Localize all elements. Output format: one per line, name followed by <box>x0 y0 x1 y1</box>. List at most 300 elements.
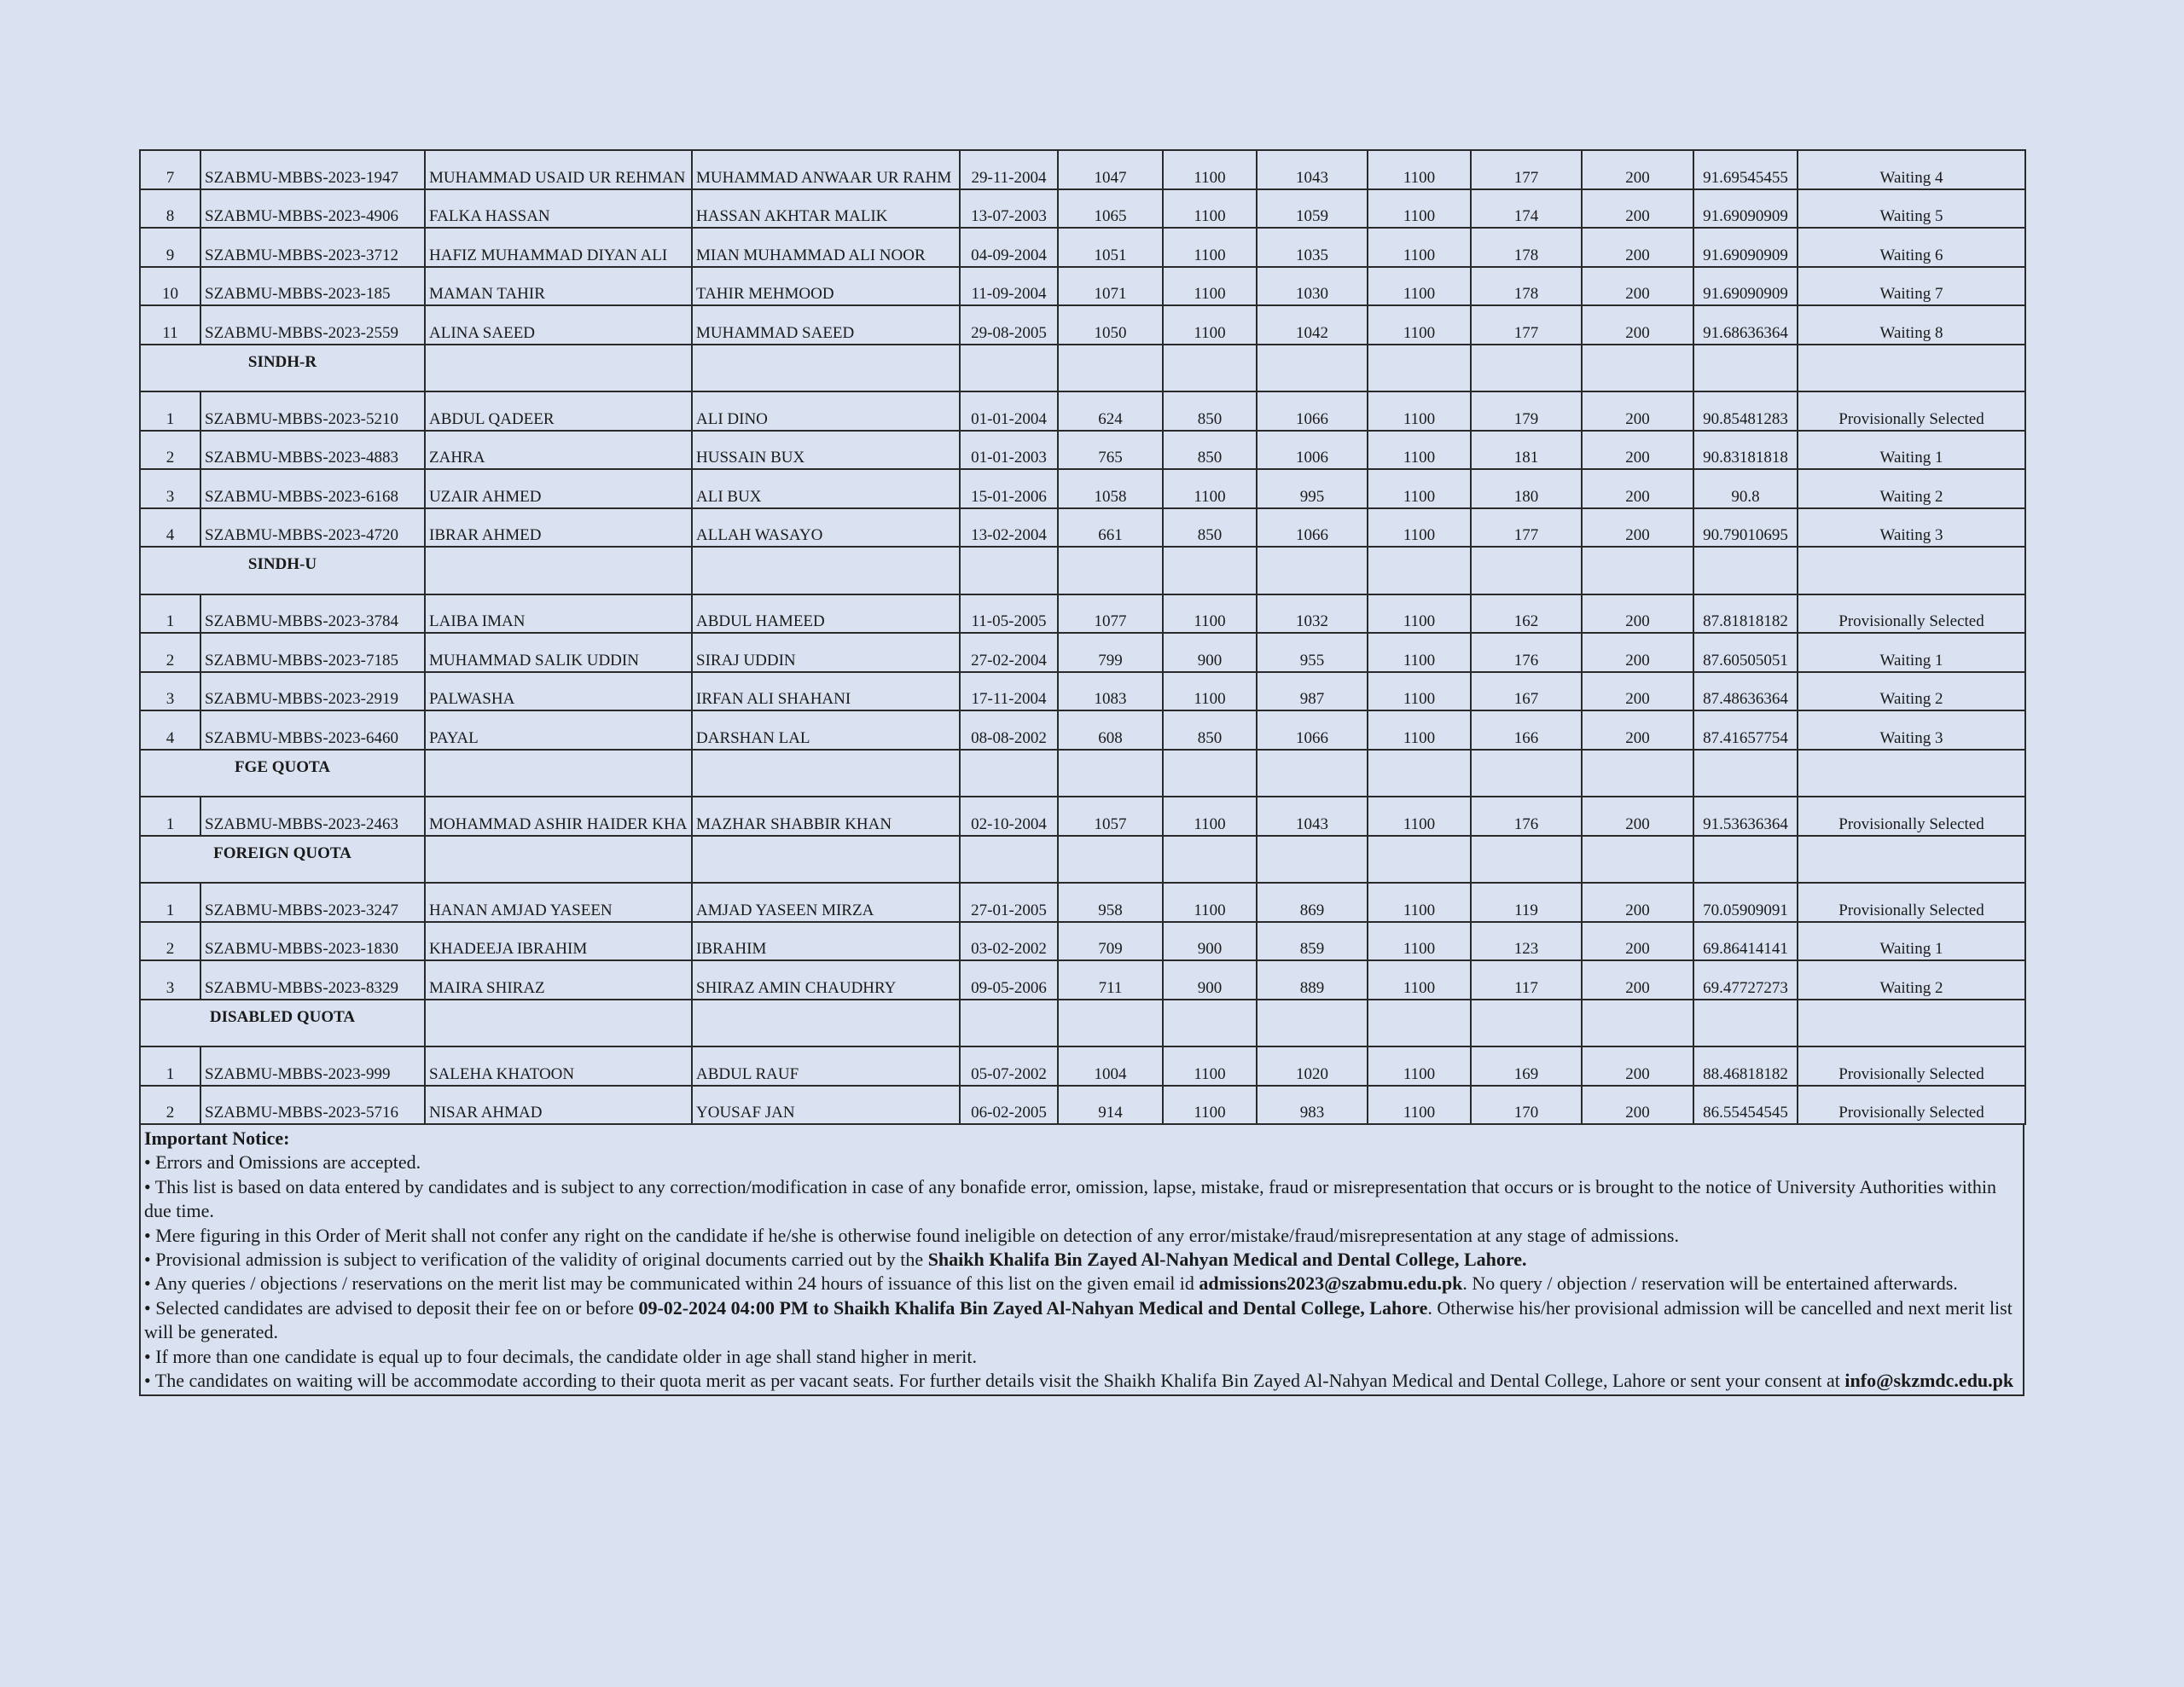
fsc-obtained-cell <box>1257 672 1368 711</box>
serial-number-text: 3 <box>166 978 175 997</box>
date-of-birth-text: 11-09-2004 <box>971 285 1047 304</box>
empty-cell <box>692 750 960 797</box>
father-name-text: SIRAJ UDDIN <box>696 651 796 670</box>
empty-cell <box>692 547 960 594</box>
fsc-total-cell <box>1368 469 1471 508</box>
candidate-name-cell <box>425 883 692 922</box>
mdcat-total-text: 200 <box>1625 651 1650 670</box>
aggregate-text: 91.68636364 <box>1703 323 1788 342</box>
status-cell <box>1798 150 2025 189</box>
matric-obtained-cell <box>1058 431 1163 470</box>
candidate-id-text: SZABMU-MBBS-2023-8329 <box>205 978 398 997</box>
quota-section-row <box>140 1000 2025 1047</box>
mdcat-total-cell <box>1582 508 1693 548</box>
fsc-obtained-text: 1066 <box>1296 728 1328 747</box>
fsc-total-text: 1100 <box>1403 901 1436 919</box>
empty-cell <box>1693 547 1798 594</box>
mdcat-obtained-cell <box>1471 672 1582 711</box>
notice-item <box>144 1248 2023 1272</box>
fsc-obtained-text: 1006 <box>1296 449 1328 467</box>
serial-number-text: 1 <box>166 815 175 833</box>
empty-cell <box>960 547 1058 594</box>
mdcat-obtained-text: 162 <box>1513 612 1539 631</box>
matric-obtained-cell <box>1058 267 1163 306</box>
fsc-obtained-text: 1043 <box>1296 168 1328 187</box>
candidate-name-cell <box>425 305 692 345</box>
table-row <box>140 710 2025 750</box>
candidate-name-cell <box>425 391 692 431</box>
candidate-id-text: SZABMU-MBBS-2023-3784 <box>205 612 398 631</box>
status-cell <box>1798 922 2025 961</box>
matric-obtained-cell <box>1058 797 1163 836</box>
quota-section-row <box>140 750 2025 797</box>
father-name-text: MIAN MUHAMMAD ALI NOOR <box>696 246 926 264</box>
status-cell <box>1798 508 2025 548</box>
matric-obtained-text: 661 <box>1098 526 1123 545</box>
serial-number-text: 9 <box>166 246 175 264</box>
matric-obtained-text: 1051 <box>1094 246 1127 264</box>
father-name-text: TAHIR MEHMOOD <box>696 285 834 304</box>
fsc-total-text: 1100 <box>1403 487 1436 506</box>
notice-text: • Errors and Omissions are accepted. <box>144 1151 421 1174</box>
status-text: Waiting 4 <box>1879 168 1943 187</box>
aggregate-text: 87.60505051 <box>1703 651 1788 670</box>
empty-cell <box>425 836 692 884</box>
date-of-birth-cell <box>960 883 1058 922</box>
merit-list-table <box>139 149 2026 1125</box>
mdcat-total-cell <box>1582 189 1693 229</box>
father-name-text: MAZHAR SHABBIR KHAN <box>696 815 892 833</box>
aggregate-cell <box>1693 633 1798 672</box>
empty-cell <box>960 750 1058 797</box>
notice-text: • Any queries / objections / reservations on the merit list may be communicated within 24 hours of issuance of this list on the given email id <box>144 1272 1199 1295</box>
status-text: Provisionally Selected <box>1838 901 1984 919</box>
mdcat-total-cell <box>1582 305 1693 345</box>
mdcat-total-text: 200 <box>1625 1104 1650 1122</box>
candidate-name-cell <box>425 1086 692 1125</box>
status-text: Provisionally Selected <box>1838 1104 1984 1122</box>
empty-cell <box>1257 547 1368 594</box>
fsc-total-cell <box>1368 594 1471 634</box>
matric-total-cell <box>1163 267 1257 306</box>
table-row <box>140 1046 2025 1086</box>
father-name-text: MUHAMMAD SAEED <box>696 323 855 342</box>
fsc-total-text: 1100 <box>1403 978 1436 997</box>
fsc-obtained-text: 983 <box>1299 1104 1325 1122</box>
empty-cell <box>1798 547 2025 594</box>
date-of-birth-text: 06-02-2005 <box>971 1104 1047 1122</box>
date-of-birth-text: 29-11-2004 <box>971 168 1047 187</box>
father-name-text: SHIRAZ AMIN CHAUDHRY <box>696 978 897 997</box>
merit-list-page <box>139 149 2024 1396</box>
serial-number-cell <box>140 508 200 548</box>
fsc-obtained-text: 987 <box>1299 690 1325 709</box>
aggregate-text: 91.69090909 <box>1703 285 1788 304</box>
father-name-text: ABDUL HAMEED <box>696 612 825 631</box>
matric-total-cell <box>1163 469 1257 508</box>
aggregate-text: 90.79010695 <box>1703 526 1788 545</box>
father-name-cell <box>692 189 960 229</box>
aggregate-cell <box>1693 431 1798 470</box>
serial-number-cell <box>140 594 200 634</box>
fsc-total-cell <box>1368 228 1471 267</box>
mdcat-total-cell <box>1582 672 1693 711</box>
candidate-id-cell <box>200 594 425 634</box>
mdcat-obtained-cell <box>1471 431 1582 470</box>
aggregate-cell <box>1693 469 1798 508</box>
mdcat-total-text: 200 <box>1625 612 1650 631</box>
status-cell <box>1798 672 2025 711</box>
mdcat-obtained-text: 179 <box>1513 409 1539 428</box>
mdcat-total-cell <box>1582 883 1693 922</box>
date-of-birth-cell <box>960 469 1058 508</box>
date-of-birth-cell <box>960 228 1058 267</box>
father-name-cell <box>692 710 960 750</box>
status-cell <box>1798 431 2025 470</box>
aggregate-text: 86.55454545 <box>1703 1104 1788 1122</box>
empty-cell <box>1163 345 1257 392</box>
notice-emphasis: admissions2023@szabmu.edu.pk <box>1199 1272 1463 1295</box>
aggregate-text: 90.85481283 <box>1703 409 1788 428</box>
empty-cell <box>1163 836 1257 884</box>
aggregate-cell <box>1693 797 1798 836</box>
candidate-id-cell <box>200 431 425 470</box>
date-of-birth-text: 17-11-2004 <box>971 690 1047 709</box>
father-name-cell <box>692 672 960 711</box>
aggregate-text: 91.69090909 <box>1703 246 1788 264</box>
matric-total-cell <box>1163 1046 1257 1086</box>
table-row <box>140 797 2025 836</box>
serial-number-cell <box>140 305 200 345</box>
notice-text: . No query / objection / reservation will be entertained afterwards. <box>1462 1272 1958 1295</box>
aggregate-text: 70.05909091 <box>1703 901 1788 919</box>
candidate-id-cell <box>200 150 425 189</box>
matric-obtained-text: 958 <box>1098 901 1123 919</box>
table-row <box>140 633 2025 672</box>
serial-number-cell <box>140 391 200 431</box>
matric-obtained-text: 608 <box>1098 728 1123 747</box>
empty-cell <box>1693 345 1798 392</box>
fsc-total-cell <box>1368 883 1471 922</box>
aggregate-text: 87.81818182 <box>1703 612 1788 631</box>
notice-item <box>144 1224 2023 1248</box>
candidate-name-cell <box>425 672 692 711</box>
status-cell <box>1798 228 2025 267</box>
father-name-cell <box>692 228 960 267</box>
matric-total-cell <box>1163 594 1257 634</box>
matric-obtained-text: 765 <box>1098 449 1123 467</box>
candidate-id-cell <box>200 391 425 431</box>
mdcat-obtained-cell <box>1471 960 1582 1000</box>
fsc-total-cell <box>1368 391 1471 431</box>
mdcat-total-text: 200 <box>1625 815 1650 833</box>
date-of-birth-cell <box>960 960 1058 1000</box>
father-name-cell <box>692 633 960 672</box>
serial-number-cell <box>140 1086 200 1125</box>
serial-number-cell <box>140 672 200 711</box>
candidate-name-text: SALEHA KHATOON <box>429 1064 575 1083</box>
matric-total-text: 900 <box>1197 651 1223 670</box>
fsc-total-text: 1100 <box>1403 323 1436 342</box>
status-text: Waiting 2 <box>1879 487 1943 506</box>
mdcat-total-text: 200 <box>1625 409 1650 428</box>
matric-total-text: 1100 <box>1194 285 1226 304</box>
candidate-id-cell <box>200 189 425 229</box>
father-name-text: IBRAHIM <box>696 940 767 959</box>
serial-number-cell <box>140 960 200 1000</box>
quota-section-title: SINDH-U <box>140 547 425 594</box>
status-text: Waiting 8 <box>1879 323 1943 342</box>
date-of-birth-cell <box>960 305 1058 345</box>
fsc-total-text: 1100 <box>1403 285 1436 304</box>
candidate-name-cell <box>425 960 692 1000</box>
notice-items <box>144 1151 2023 1393</box>
empty-cell <box>692 836 960 884</box>
fsc-obtained-cell <box>1257 1046 1368 1086</box>
matric-total-text: 1100 <box>1194 815 1226 833</box>
date-of-birth-cell <box>960 508 1058 548</box>
matric-total-cell <box>1163 710 1257 750</box>
matric-total-text: 1100 <box>1194 207 1226 226</box>
fsc-obtained-cell <box>1257 710 1368 750</box>
table-row <box>140 228 2025 267</box>
candidate-id-cell <box>200 672 425 711</box>
father-name-cell <box>692 150 960 189</box>
mdcat-obtained-cell <box>1471 228 1582 267</box>
matric-obtained-cell <box>1058 1046 1163 1086</box>
table-row <box>140 960 2025 1000</box>
mdcat-total-text: 200 <box>1625 449 1650 467</box>
status-cell <box>1798 391 2025 431</box>
table-row <box>140 469 2025 508</box>
candidate-id-cell <box>200 960 425 1000</box>
matric-obtained-text: 1071 <box>1094 285 1127 304</box>
candidate-id-text: SZABMU-MBBS-2023-2559 <box>205 323 398 342</box>
empty-cell <box>1368 750 1471 797</box>
date-of-birth-text: 04-09-2004 <box>971 246 1047 264</box>
fsc-total-cell <box>1368 1086 1471 1125</box>
matric-obtained-cell <box>1058 189 1163 229</box>
matric-obtained-text: 1058 <box>1094 487 1127 506</box>
aggregate-cell <box>1693 710 1798 750</box>
table-row <box>140 150 2025 189</box>
fsc-total-text: 1100 <box>1403 449 1436 467</box>
serial-number-text: 10 <box>162 285 178 304</box>
fsc-obtained-cell <box>1257 431 1368 470</box>
serial-number-text: 8 <box>166 207 175 226</box>
fsc-obtained-text: 1043 <box>1296 815 1328 833</box>
empty-cell <box>1582 836 1693 884</box>
matric-total-text: 1100 <box>1194 487 1226 506</box>
mdcat-total-cell <box>1582 469 1693 508</box>
matric-obtained-cell <box>1058 633 1163 672</box>
candidate-name-text: MUHAMMAD USAID UR REHMAN <box>429 168 686 187</box>
mdcat-total-cell <box>1582 150 1693 189</box>
fsc-total-cell <box>1368 305 1471 345</box>
table-row <box>140 883 2025 922</box>
serial-number-text: 1 <box>166 612 175 631</box>
fsc-obtained-cell <box>1257 305 1368 345</box>
fsc-obtained-text: 955 <box>1299 651 1325 670</box>
candidate-name-cell <box>425 797 692 836</box>
father-name-text: ALLAH WASAYO <box>696 526 823 545</box>
candidate-name-text: HAFIZ MUHAMMAD DIYAN ALI <box>429 246 668 264</box>
status-cell <box>1798 1086 2025 1125</box>
status-cell <box>1798 710 2025 750</box>
aggregate-cell <box>1693 305 1798 345</box>
mdcat-obtained-text: 167 <box>1513 690 1539 709</box>
mdcat-obtained-cell <box>1471 189 1582 229</box>
matric-total-text: 850 <box>1197 449 1223 467</box>
fsc-total-cell <box>1368 633 1471 672</box>
aggregate-text: 87.41657754 <box>1703 728 1788 747</box>
fsc-obtained-text: 1066 <box>1296 409 1328 428</box>
mdcat-total-cell <box>1582 922 1693 961</box>
serial-number-text: 2 <box>166 651 175 670</box>
status-cell <box>1798 267 2025 306</box>
fsc-total-text: 1100 <box>1403 526 1436 545</box>
status-text: Waiting 2 <box>1879 978 1943 997</box>
serial-number-text: 2 <box>166 940 175 959</box>
candidate-id-cell <box>200 883 425 922</box>
fsc-total-text: 1100 <box>1403 409 1436 428</box>
empty-cell <box>1368 345 1471 392</box>
aggregate-cell <box>1693 1086 1798 1125</box>
fsc-obtained-text: 889 <box>1299 978 1325 997</box>
serial-number-text: 3 <box>166 690 175 709</box>
candidate-id-text: SZABMU-MBBS-2023-1830 <box>205 940 398 959</box>
matric-obtained-cell <box>1058 305 1163 345</box>
matric-total-cell <box>1163 150 1257 189</box>
fsc-obtained-cell <box>1257 883 1368 922</box>
empty-cell <box>1582 1000 1693 1047</box>
father-name-text: HASSAN AKHTAR MALIK <box>696 207 888 226</box>
father-name-text: ALI BUX <box>696 487 762 506</box>
quota-section-title: FOREIGN QUOTA <box>140 836 425 884</box>
fsc-total-cell <box>1368 431 1471 470</box>
candidate-name-text: KHADEEJA IBRAHIM <box>429 940 588 959</box>
candidate-name-cell <box>425 228 692 267</box>
mdcat-obtained-cell <box>1471 469 1582 508</box>
candidate-name-cell <box>425 922 692 961</box>
fsc-obtained-text: 1035 <box>1296 246 1328 264</box>
notice-emphasis: info@skzmdc.edu.pk <box>1844 1370 2014 1392</box>
status-text: Waiting 1 <box>1879 651 1943 670</box>
candidate-id-text: SZABMU-MBBS-2023-3712 <box>205 246 398 264</box>
matric-obtained-cell <box>1058 1086 1163 1125</box>
matric-obtained-text: 709 <box>1098 940 1123 959</box>
fsc-total-cell <box>1368 508 1471 548</box>
date-of-birth-text: 02-10-2004 <box>971 815 1047 833</box>
empty-cell <box>425 1000 692 1047</box>
candidate-id-text: SZABMU-MBBS-2023-5210 <box>205 409 398 428</box>
status-text: Waiting 5 <box>1879 207 1943 226</box>
father-name-cell <box>692 469 960 508</box>
mdcat-obtained-text: 178 <box>1513 246 1539 264</box>
candidate-name-text: IBRAR AHMED <box>429 526 542 545</box>
empty-cell <box>1058 345 1163 392</box>
mdcat-obtained-cell <box>1471 633 1582 672</box>
father-name-cell <box>692 594 960 634</box>
aggregate-text: 69.47727273 <box>1703 978 1788 997</box>
serial-number-cell <box>140 267 200 306</box>
mdcat-obtained-text: 123 <box>1513 940 1539 959</box>
empty-cell <box>425 345 692 392</box>
matric-total-text: 1100 <box>1194 690 1226 709</box>
fsc-total-text: 1100 <box>1403 728 1436 747</box>
candidate-id-text: SZABMU-MBBS-2023-999 <box>205 1064 391 1083</box>
candidate-id-cell <box>200 305 425 345</box>
candidate-name-cell <box>425 508 692 548</box>
aggregate-cell <box>1693 508 1798 548</box>
aggregate-text: 88.46818182 <box>1703 1064 1788 1083</box>
candidate-name-text: NISAR AHMAD <box>429 1104 543 1122</box>
empty-cell <box>1471 836 1582 884</box>
matric-obtained-text: 799 <box>1098 651 1123 670</box>
mdcat-total-text: 200 <box>1625 690 1650 709</box>
matric-obtained-cell <box>1058 710 1163 750</box>
mdcat-total-text: 200 <box>1625 526 1650 545</box>
matric-total-cell <box>1163 922 1257 961</box>
aggregate-text: 91.53636364 <box>1703 815 1788 833</box>
mdcat-obtained-text: 177 <box>1513 526 1539 545</box>
matric-total-text: 1100 <box>1194 1104 1226 1122</box>
mdcat-total-text: 200 <box>1625 487 1650 506</box>
candidate-name-text: MAMAN TAHIR <box>429 285 545 304</box>
empty-cell <box>1368 836 1471 884</box>
empty-cell <box>1693 750 1798 797</box>
date-of-birth-text: 03-02-2002 <box>971 940 1047 959</box>
serial-number-text: 2 <box>166 449 175 467</box>
fsc-total-text: 1100 <box>1403 940 1436 959</box>
fsc-total-text: 1100 <box>1403 690 1436 709</box>
candidate-name-text: ZAHRA <box>429 449 485 467</box>
date-of-birth-text: 01-01-2004 <box>971 409 1047 428</box>
candidate-name-cell <box>425 150 692 189</box>
notice-text: • Selected candidates are advised to deposit their fee on or before <box>144 1296 639 1319</box>
aggregate-cell <box>1693 594 1798 634</box>
empty-cell <box>1257 836 1368 884</box>
matric-obtained-cell <box>1058 228 1163 267</box>
matric-obtained-text: 1077 <box>1094 612 1127 631</box>
empty-cell <box>1471 547 1582 594</box>
fsc-obtained-cell <box>1257 797 1368 836</box>
empty-cell <box>425 750 692 797</box>
fsc-obtained-cell <box>1257 960 1368 1000</box>
matric-total-cell <box>1163 431 1257 470</box>
mdcat-obtained-text: 169 <box>1513 1064 1539 1083</box>
serial-number-cell <box>140 710 200 750</box>
mdcat-obtained-cell <box>1471 305 1582 345</box>
empty-cell <box>960 1000 1058 1047</box>
table-row <box>140 431 2025 470</box>
notice-title: Important Notice: <box>144 1128 290 1149</box>
status-cell <box>1798 469 2025 508</box>
matric-total-cell <box>1163 672 1257 711</box>
empty-cell <box>1163 1000 1257 1047</box>
serial-number-text: 3 <box>166 487 175 506</box>
mdcat-obtained-cell <box>1471 508 1582 548</box>
matric-total-text: 1100 <box>1194 1064 1226 1083</box>
date-of-birth-text: 08-08-2002 <box>971 728 1047 747</box>
quota-section-row <box>140 547 2025 594</box>
fsc-total-text: 1100 <box>1403 651 1436 670</box>
mdcat-total-cell <box>1582 267 1693 306</box>
candidate-id-cell <box>200 469 425 508</box>
status-text: Provisionally Selected <box>1838 612 1984 631</box>
empty-cell <box>1471 750 1582 797</box>
status-cell <box>1798 797 2025 836</box>
